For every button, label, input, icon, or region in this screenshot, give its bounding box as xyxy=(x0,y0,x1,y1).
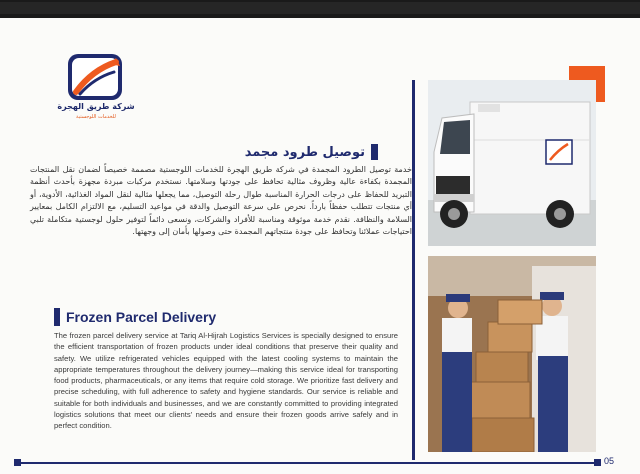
english-section-heading xyxy=(54,308,216,326)
viewer-top-bar xyxy=(0,2,640,14)
company-tagline-arabic: للخدمات اللوجستية xyxy=(76,114,116,120)
page-number: 05 xyxy=(604,456,615,466)
footer-rule xyxy=(18,462,596,464)
delivery-workers-boxes-photo xyxy=(428,256,596,452)
heading-marker xyxy=(54,308,60,326)
english-title: Frozen Parcel Delivery xyxy=(66,309,217,325)
vertical-divider xyxy=(412,80,415,460)
company-name-arabic: شركة طريق الهجرة xyxy=(57,102,135,111)
document-page xyxy=(0,18,640,474)
arabic-title: توصيل طرود مجمد xyxy=(244,144,365,160)
arabic-paragraph: خدمة توصيل الطرود المجمدة في شركة طريق الهجرة للخدمات اللوجستية مصممة خصيصاً لضمان نقل المنتجات المجمدة بكفاءة عالية وظروف مثالية تحافظ على جودتها وسلامتها. نستخدم مركبات مبردة مجهزة بأحدث أنظمة التبريد للحفاظ على درجات الحرارة المناسبة طوال رحلة التوصيل، مما يجعلها مثالية لنقل المواد الغذائية، الأدوية، أو أي منتجات تتطلب حفظاً بارداً. نحرص على سرعة التوصيل والدقة في مواعيد التسليم، مع الالتزام الكامل بمعايير السلامة والنظافة. نقدم خدمة موثوقة ومناسبة للأفراد والشركات، ونسعى دائماً لتوفير حلول لوجستية متكاملة تلبي احتياجات عملائنا وتحافظ على جودة منتجاتهم المجمدة حتى وصولها بأمان إلى وجهتها. xyxy=(30,165,412,237)
arabic-section-heading xyxy=(245,144,378,160)
footer-marker-right xyxy=(594,459,601,466)
footer-marker-left xyxy=(14,459,21,466)
refrigerated-truck-photo xyxy=(428,80,596,246)
viewer-top-strip xyxy=(0,0,640,18)
heading-marker xyxy=(371,144,378,160)
english-paragraph: The frozen parcel delivery service at Tariq Al-Hijrah Logistics Services is specially designed to ensure the efficient transportation of frozen products under ideal conditions that preserve their quality and safety. We utilize refrigerated vehicles equipped with the latest cooling systems to maintain the appropriate temperatures throughout the delivery journey—making this service ideal for transporting food products, pharmaceuticals, or any items that require cold storage. We prioritize fast delivery and precise scheduling, with full adherence to safety and hygiene standards. Our service is reliable and suitable for both individuals and businesses, and we are constantly committed to providing integrated logistics solutions that meet our clients' needs and ensure their frozen goods arrive safely and in perfect condition. xyxy=(54,331,398,431)
